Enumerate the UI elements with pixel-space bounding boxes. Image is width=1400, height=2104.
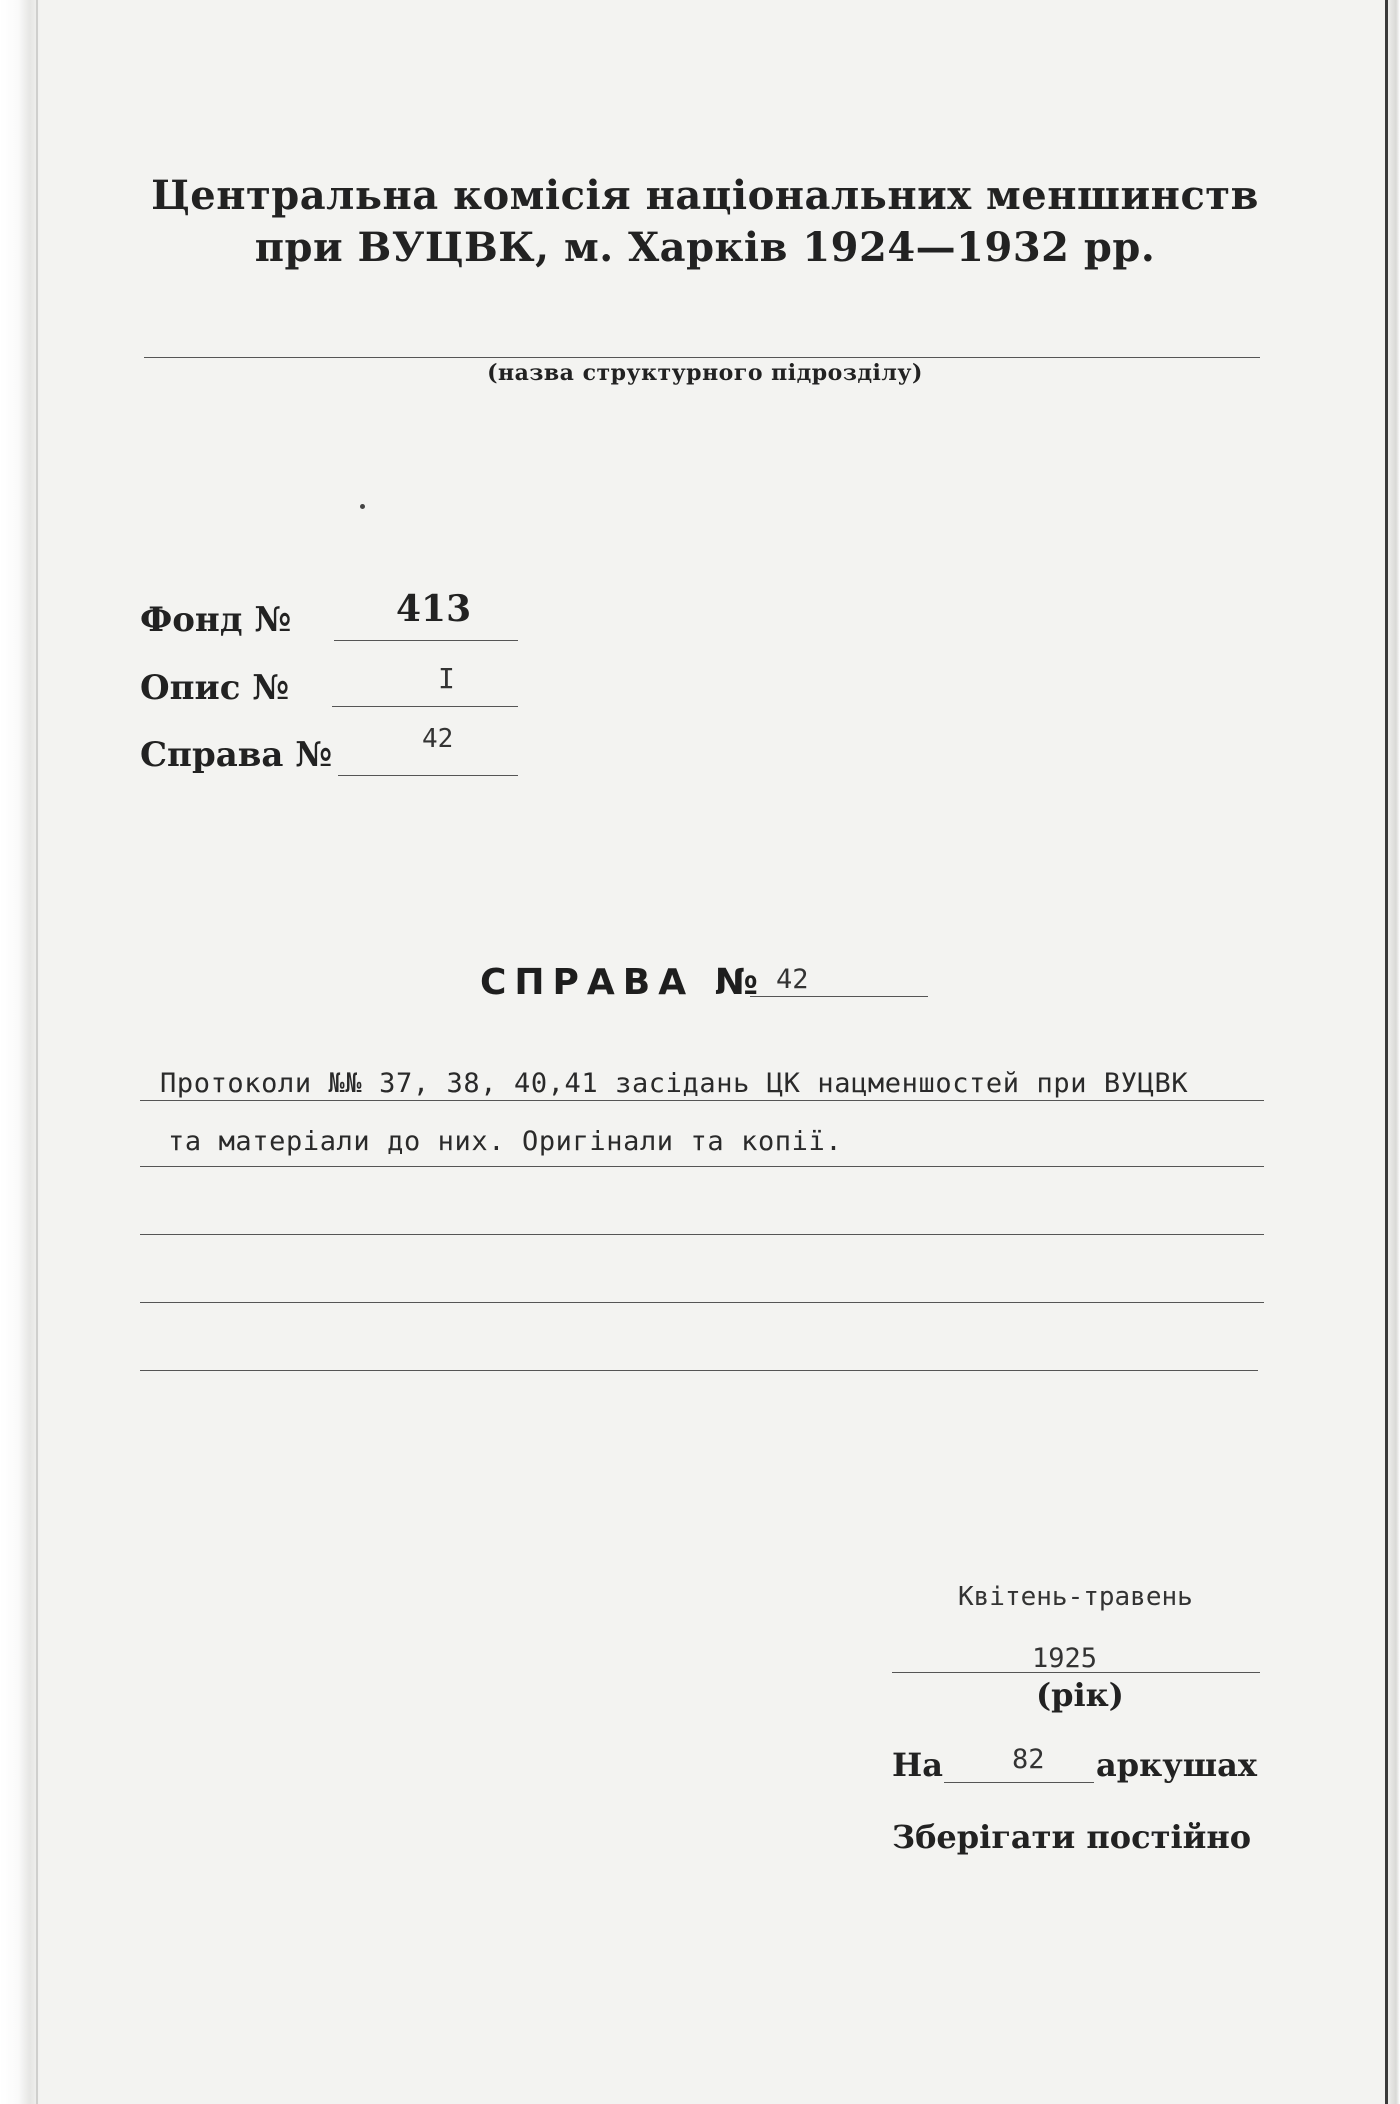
sprava-label: Справа №	[140, 735, 333, 775]
sprava-underline	[338, 775, 518, 776]
subdivision-caption: (назва структурного підрозділу)	[487, 360, 923, 386]
year-underline	[892, 1672, 1260, 1673]
institution-name-line1: Центральна комісія національних меншинств	[151, 172, 1259, 219]
ink-dot	[360, 504, 365, 509]
storage-note: Зберігати постійно	[892, 1818, 1252, 1856]
description-rule-1	[140, 1100, 1264, 1101]
case-number-underline	[750, 996, 928, 997]
description-rule-3	[140, 1234, 1264, 1235]
sheets-count: 82	[1012, 1744, 1045, 1775]
opys-value: I	[438, 662, 455, 695]
description-rule-4	[140, 1302, 1264, 1303]
paper-border-right	[1385, 0, 1388, 2104]
fond-underline	[334, 640, 518, 641]
description-rule-2	[140, 1166, 1264, 1167]
fond-value: 413	[396, 588, 472, 630]
paper-edge-left	[0, 0, 40, 2104]
institution-underline	[144, 357, 1260, 358]
opys-label: Опис №	[140, 668, 290, 708]
year-label: (рік)	[1036, 1676, 1124, 1714]
sheets-prefix: На	[892, 1746, 943, 1784]
binding-line	[36, 0, 38, 2104]
year-value: 1925	[1032, 1643, 1098, 1674]
institution-name-line2: при ВУЦВК, м. Харків 1924—1932 рр.	[254, 224, 1156, 271]
paper-edge-right	[1386, 0, 1400, 2104]
case-description-line1: Протоколи №№ 37, 38, 40,41 засідань ЦК нацменшостей при ВУЦВК	[160, 1068, 1189, 1099]
fond-label: Фонд №	[140, 600, 292, 640]
sheets-underline	[944, 1782, 1094, 1783]
case-description-line2: та матеріали до них. Оригінали та копії.	[168, 1126, 843, 1157]
description-rule-5	[140, 1370, 1258, 1371]
case-number: 42	[776, 964, 809, 995]
sheets-suffix: аркушах	[1096, 1746, 1257, 1784]
case-title: СПРАВА №	[480, 962, 766, 1003]
opys-underline	[332, 706, 518, 707]
period-text: Квітень-травень	[958, 1582, 1193, 1612]
sprava-value: 42	[422, 724, 454, 754]
